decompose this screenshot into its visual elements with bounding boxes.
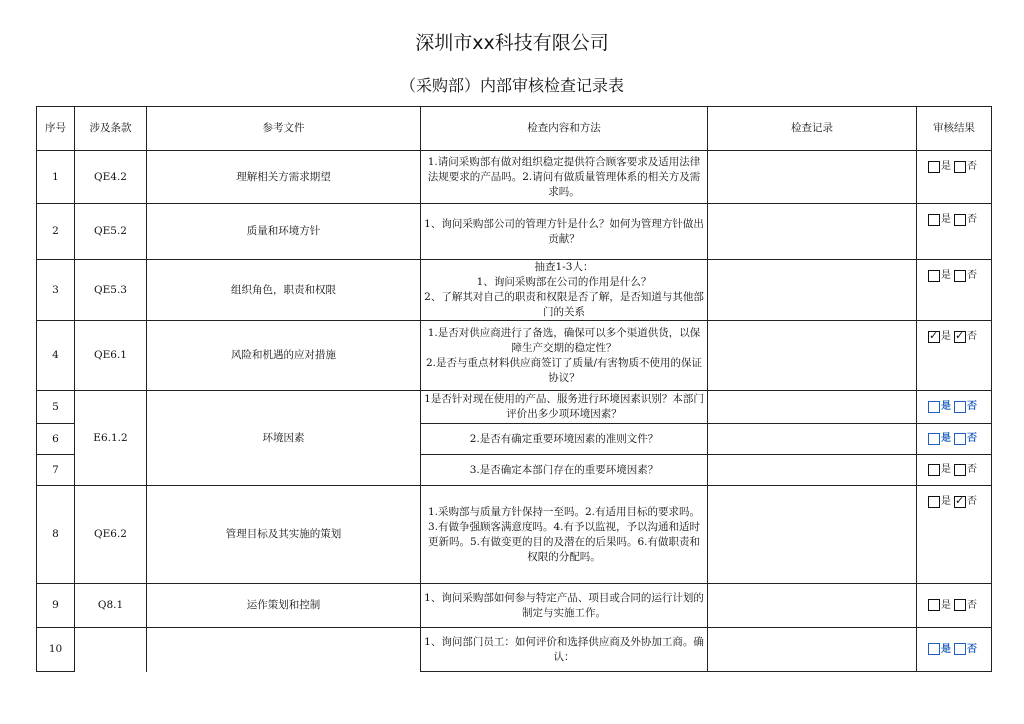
audit-table [36,106,992,672]
row-method: 1.采购部与质量方针保持一至吗。2.有适用目标的要求吗。3.有做争强顾客满意度吗。4.有予以监视，予以沟通和适时更新吗。5.有做变更的目的及潜在的后果吗。6.有做职责和权限的分配吗。 [421,486,708,584]
no-label: 否 [967,599,977,611]
yes-label: 是 [941,270,951,281]
yes-checkbox[interactable] [928,643,940,655]
yes-checkbox[interactable] [928,496,940,508]
row-record[interactable] [708,455,917,486]
row-record[interactable] [708,584,917,628]
row-clause: QE6.1 [75,321,147,391]
no-checkbox[interactable] [954,464,966,476]
yes-label: 是 [941,161,951,172]
header-no: 序号 [37,107,75,151]
row-method: 1、询问采购部如何参与特定产品、项目或合同的运行计划的制定与实施工作。 [421,584,708,628]
row-result [917,424,992,455]
no-checkbox[interactable] [954,643,966,655]
row-record[interactable] [708,391,917,424]
no-label: 否 [967,331,977,342]
table-row [37,628,992,672]
no-checkbox[interactable] [954,161,966,173]
yes-checkbox[interactable] [928,433,940,445]
row-no: 6 [37,424,75,455]
row-result [917,486,992,584]
table-row [37,151,992,204]
yes-label: 是 [941,401,951,413]
table-row [37,486,992,584]
row-no: 10 [37,628,75,672]
yes-label: 是 [941,433,951,445]
header-row [37,107,992,151]
row-method: 1是否针对现在使用的产品、服务进行环境因素识别？本部门评价出多少项环境因素？ [421,391,708,424]
table-row [37,391,992,424]
header-record: 检查记录 [708,107,917,151]
yes-label: 是 [941,599,951,611]
row-method: 1.请问采购部有做对组织稳定提供符合顾客要求及适用法律法规要求的产品吗。2.请问有做质量管理体系的相关方及需求吗。 [421,151,708,204]
row-result [917,321,992,391]
yes-label: 是 [941,214,951,225]
header-reference: 参考文件 [147,107,421,151]
row-record[interactable] [708,321,917,391]
row-no: 3 [37,260,75,321]
yes-label: 是 [941,643,951,655]
row-reference: 环境因素 [147,391,421,486]
yes-checkbox[interactable] [928,599,940,611]
no-checkbox[interactable] [954,496,966,508]
table-row [37,321,992,391]
row-reference: 质量和环境方针 [147,204,421,260]
row-method: 抽查1-3人： 1、询问采购部在公司的作用是什么？ 2、了解其对自己的职责和权限是否了解，是否知道与其他部门的关系 [421,260,708,321]
row-result [917,260,992,321]
no-checkbox[interactable] [954,214,966,226]
yes-label: 是 [941,464,951,476]
no-label: 否 [967,401,977,413]
row-result [917,151,992,204]
header-clause: 涉及条款 [75,107,147,151]
row-reference: 理解相关方需求期望 [147,151,421,204]
yes-checkbox[interactable] [928,270,940,282]
row-record[interactable] [708,424,917,455]
no-label: 否 [967,464,977,476]
no-checkbox[interactable] [954,433,966,445]
row-no: 7 [37,455,75,486]
yes-checkbox[interactable] [928,214,940,226]
row-method: 1.是否对供应商进行了备选，确保可以多个渠道供货，以保障生产交期的稳定性？ 2.是否与重点材料供应商签订了质量/有害物质不使用的保证协议？ [421,321,708,391]
row-no: 8 [37,486,75,584]
no-checkbox[interactable] [954,401,966,413]
yes-label: 是 [941,496,951,507]
row-result [917,584,992,628]
no-label: 否 [967,496,977,507]
row-reference: 管理目标及其实施的策划 [147,486,421,584]
row-reference: 组织角色，职责和权限 [147,260,421,321]
row-record[interactable] [708,628,917,672]
company-name: 深圳市xx科技有限公司 [415,32,609,54]
row-record[interactable] [708,260,917,321]
row-result [917,204,992,260]
yes-checkbox[interactable] [928,401,940,413]
row-result [917,455,992,486]
row-result [917,628,992,672]
yes-checkbox[interactable] [928,331,940,343]
row-reference [147,628,421,672]
row-clause: QE6.2 [75,486,147,584]
table-row [37,584,992,628]
no-label: 否 [967,161,977,172]
form-title: （采购部）内部审核检查记录表 [399,76,624,95]
row-reference: 风险和机遇的应对措施 [147,321,421,391]
no-checkbox[interactable] [954,599,966,611]
row-clause [75,628,147,672]
header-result: 审核结果 [917,107,992,151]
row-clause: Q8.1 [75,584,147,628]
row-record[interactable] [708,151,917,204]
row-clause: QE5.3 [75,260,147,321]
row-no: 5 [37,391,75,424]
no-checkbox[interactable] [954,270,966,282]
row-no: 1 [37,151,75,204]
row-method: 2.是否有确定重要环境因素的准则文件？ [421,424,708,455]
row-method: 3.是否确定本部门存在的重要环境因素？ [421,455,708,486]
row-no: 9 [37,584,75,628]
row-no: 2 [37,204,75,260]
row-record[interactable] [708,204,917,260]
no-label: 否 [967,433,977,445]
row-record[interactable] [708,486,917,584]
no-label: 否 [967,643,977,655]
table-row [37,204,992,260]
row-clause: QE5.2 [75,204,147,260]
no-label: 否 [967,270,977,281]
yes-checkbox[interactable] [928,464,940,476]
row-no: 4 [37,321,75,391]
no-checkbox[interactable] [954,331,966,343]
header-method: 检查内容和方法 [421,107,708,151]
yes-label: 是 [941,331,951,342]
row-result [917,391,992,424]
row-reference: 运作策划和控制 [147,584,421,628]
table-row [37,260,992,321]
row-method: 1、询问部门员工：如何评价和选择供应商及外协加工商。确认： [421,628,708,672]
yes-checkbox[interactable] [928,161,940,173]
row-clause: QE4.2 [75,151,147,204]
no-label: 否 [967,214,977,225]
row-clause: E6.1.2 [75,391,147,486]
row-method: 1、询问采购部公司的管理方针是什么？如何为管理方针做出贡献？ [421,204,708,260]
